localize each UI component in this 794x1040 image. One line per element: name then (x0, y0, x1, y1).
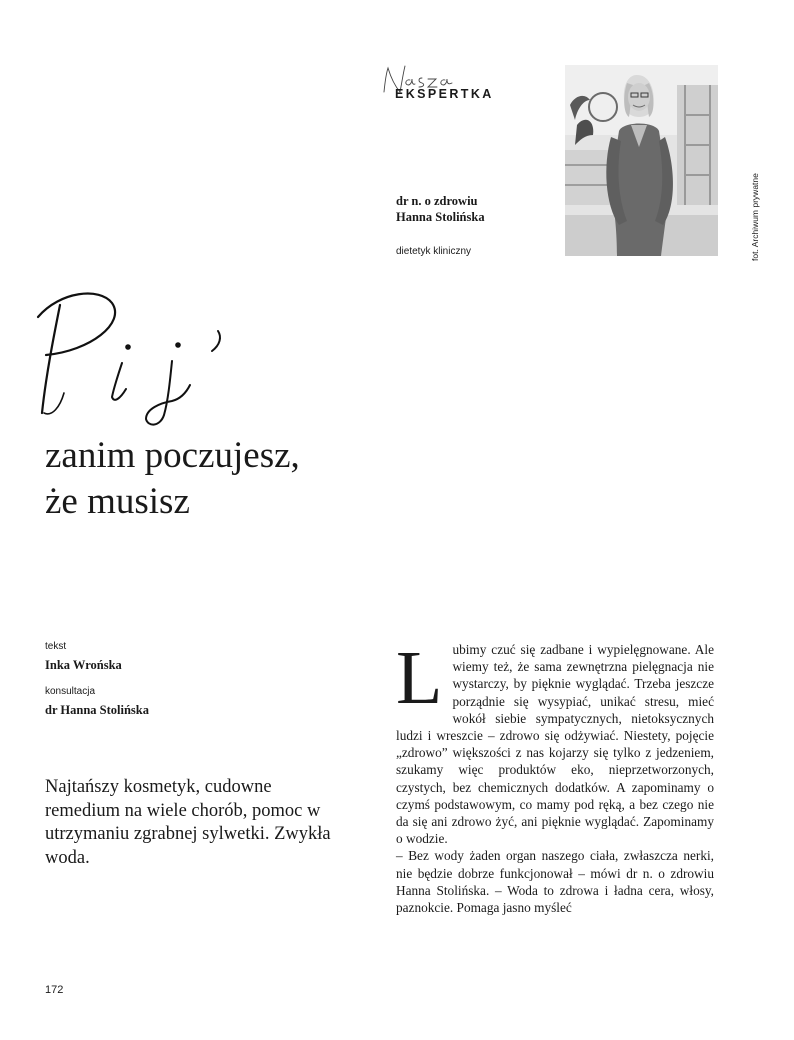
credit-name: dr Hanna Stolińska (45, 703, 149, 717)
credit-block (45, 641, 149, 673)
expert-role: dietetyk kliniczny (396, 246, 472, 257)
pij-script-headline (30, 285, 260, 430)
page-number: 172 (45, 984, 64, 996)
expert-title-line: dr n. o zdrowiu (396, 194, 478, 208)
article-body (396, 636, 714, 916)
credit-block (45, 686, 149, 718)
credit-name: Inka Wrońska (45, 658, 122, 672)
article-paragraph-2: – Bez wody żaden organ naszego ciała, zwłaszcza nerki, nie będzie dobrze funkcjonował – mówi dr n. o zdrowiu Hanna Stolińska. – Woda to zdrowa i ładna cera, włosy, paznokcie. Pomaga jasno myśleć (396, 848, 714, 916)
expert-name (396, 193, 485, 225)
headline-line-1: zanim poczujesz, (45, 435, 300, 476)
headline-line-2: że musisz (45, 481, 190, 522)
drop-cap: L (396, 636, 443, 720)
article-credits (45, 641, 149, 718)
lead-paragraph: Najtańszy kosmetyk, cudowne remedium na wiele chorób, pomoc w utrzymaniu zgrabnej sylwetki. Zwykła woda. (45, 777, 331, 868)
headline (45, 433, 300, 525)
article-paragraph-1: ubimy czuć się zadbane i wypielęgnowane. Ale wiemy też, że sama zewnętrzna pielęgnacja nie wystarczy, by pięknie wyglądać. Trzeba jeszcze porządnie się wysypiać, unikać stresu, mieć wokół siebie sympatycznych, nietoksycznych ludzi i wreszcie – zdrowo się odżywiać. Niestety, pojęcie „zdrowo” większości z nas kojarzy się tylko z jedzeniem, szukamy więc produktów eko, nieprzetworzonych, czystych, bez chemicznych dodatków. A zapominamy o czymś podstawowym, co mamy pod ręką, a bez czego nie da się ani zdrowo żyć, ani pięknie wyglądać. Zapominamy o wodzie. (396, 642, 714, 847)
photo-credit: fot. Archiwum prywatne (750, 173, 760, 261)
expert-name-line: Hanna Stolińska (396, 210, 485, 224)
credit-role: tekst (45, 641, 67, 652)
section-label: EKSPERTKA (395, 87, 494, 101)
expert-photo (565, 65, 718, 256)
credit-role: konsultacja (45, 686, 96, 697)
